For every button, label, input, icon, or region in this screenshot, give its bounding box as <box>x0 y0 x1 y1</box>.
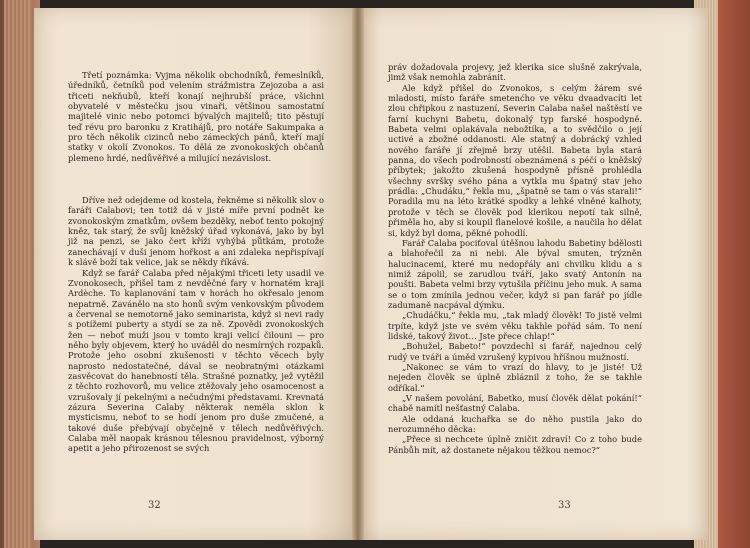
paragraph: „Bohužel, Babeto!“ povzdechl si farář, najednou celý rudý ve tváři a úměd vzrušený kypivou hříšnou mužností. <box>388 341 642 362</box>
paragraph: Ale když přišel do Zvonokos, s celým žárem své mladosti, místo faráře smetenćho ve věku dvaadvacíti let zlou chřipkou z nastuzení, Severin Calaba našel naštěstí ve farní kuchyni Babetu, dokonalý typ farské hospodyně. Babeta velmi oplakávala nebožtíka, a to svědčilo o její uctivé a zbožné oddanosti. Ale statný a dobrácký vzhled nového faráře jí zřejmě brzy utěšil. Babeta byla stará panna, do všech podrobností obeznámená s péčí o kněžský příbytek; jakožto zkušená hospodyně přísně prohlédla všechny svršky svého pána a vytkla mu špatný stav jeho prádla: „Chudáku,“ řekla mu, „špatně se tam o vás starali!“ Poradila mu na léto krátké spodky a lehké vlněné kalhoty, protože v těch se člověk pod klerikou nepotí tak silně, přiměla ho, aby si koupil flanelové košile, a naučila ho dělat si, když byl doma, pěkné pohodlí. <box>388 82 642 238</box>
page-number-left: 32 <box>148 500 161 511</box>
paragraph: „Nakonec se vám to vrazí do hlavy, to je jisté! Už nejeden člověk se úplně zbláznil z toho, že se takhle odříkal.“ <box>388 361 642 393</box>
right-page-text <box>388 62 642 455</box>
left-page-text <box>68 70 324 454</box>
book-gutter <box>352 8 364 540</box>
paragraph: „Chudáčku,“ řekla mu, „tak mladý člověk! To jistě velmi trpíte, když jste ve svém věku takhle pořád sám. To není lidské, takový život… Jste přece chlap!“ <box>388 310 642 341</box>
paragraph: Ale oddaná kuchařka se do něho pustila jako do nerozumného děcka: <box>388 413 642 435</box>
page-number-right: 33 <box>558 500 571 511</box>
paragraph: Dříve než odejdeme od kostela, řekněme si několik slov o faráři Calabovi; ten totiž dá v jisté míře první podnět ke zvonokoským zmatkům, ovšem bezděky, neboť tento pokojný kněz, tak starý, že svůj kněžský úřad vykonává, jako by byl již na penzi, se jako čert kříži vyhýbá půtkám, protože zanechávají v duši jenom hořkost a ani zdaleka nepřispívají k slávě boží tak velice, jak se někdy říkává. <box>68 195 324 268</box>
section-gap <box>68 163 324 195</box>
paragraph: „Přece si nechcete úplně zničit zdraví! Co z toho bude Pánbůh mít, až dostanete nějakou těžkou nemoc?“ <box>388 434 642 455</box>
paragraph: „V našem povolání, Babetko, musí člověk dělat pokání!“ chabě namítl nešťastný Calaba. <box>388 393 642 414</box>
page-edges-left <box>4 0 32 548</box>
paragraph: Farář Calaba pociťoval útěšnou lahodu Babetiny bdělosti a blahořečil za ni nebi. Ale býval smuten, trýzněn halucinacemi, které mu nedopřály ani chvilku klidu a s nimiž zápolil, se zarudlou tváří, jako svatý Antonín na poušti. Babeta velmi brzy vytušila příčinu jeho muk. A sama se o tom zmínila jednou večer, když si pan farář po jídle zadumaně nacpával dýmku. <box>388 237 642 310</box>
paragraph: Třetí poznámka: Vyjma několik obchodníků, řemeslníků, úředníků, četníků pod velením strážmistra Zejozoba a asi třiceti nekňubů, kteří konají nejhrubší práce, všichni obyvatelé v městečku jsou vinaři, většinou samostatní majitelé vinic nebo potomci bývalých majitelů; tito pěstují teď révu pro baronku z Kratihájů, pro notáře Sakumpaka a pro těch několik cizinců nebo zámeckých pánů, kteří mají statky v okolí Zvonokos. To dělá ze zvonokoských občanů plemeno hrdé, nedůvěřivé a milující nezávislost. <box>68 70 324 163</box>
paragraph: práv dožadovala projevy, jež klerika sice slušně zakrývala, jimž však nemohla zabránit. <box>388 62 642 83</box>
paragraph: Když se farář Calaba před nějakými třiceti lety usadil ve Zvonokosech, přišel tam z nevděčné fary v hornatém kraji Ardèche. To kaplanování tam v horách ho okřesalo jenom nepatrně. Zavánělo na sto honů svým venkovským původem a červenal se nemotorně jako seminarista, když si nevi rady s potížemi puberty a stydí se za ně. Zpovědi zvonokoských žen — neboť muži jsou v tomto kraji velicí čilouni — pro něho byly objevem, který ho uváděl do nesmírných rozpaků. Protože jeho osobní zkušenosti v těchto věcech byly naprosto nedostatečné, dával se neobratnými otázkami zasvěcovat do hanebností těla. Strašné poznatky, jež vytěžil z těchto rozhovorů, mu velice ztěžovaly jeho osamocenost a vzrušovaly jí pekelnými a nečudnými představami. Krevnatá zázura Severina Calaby některak neměla sklon k mysticismu, neboť to se hodí jenom pro duše zmučené, a takové duše přebývají obyčejně v tělech nedůvěřivých. Calaba měl naopak krásnou tělesnou pravidelnost, výborný apetit a jeho přirozenost se svých <box>68 267 324 454</box>
